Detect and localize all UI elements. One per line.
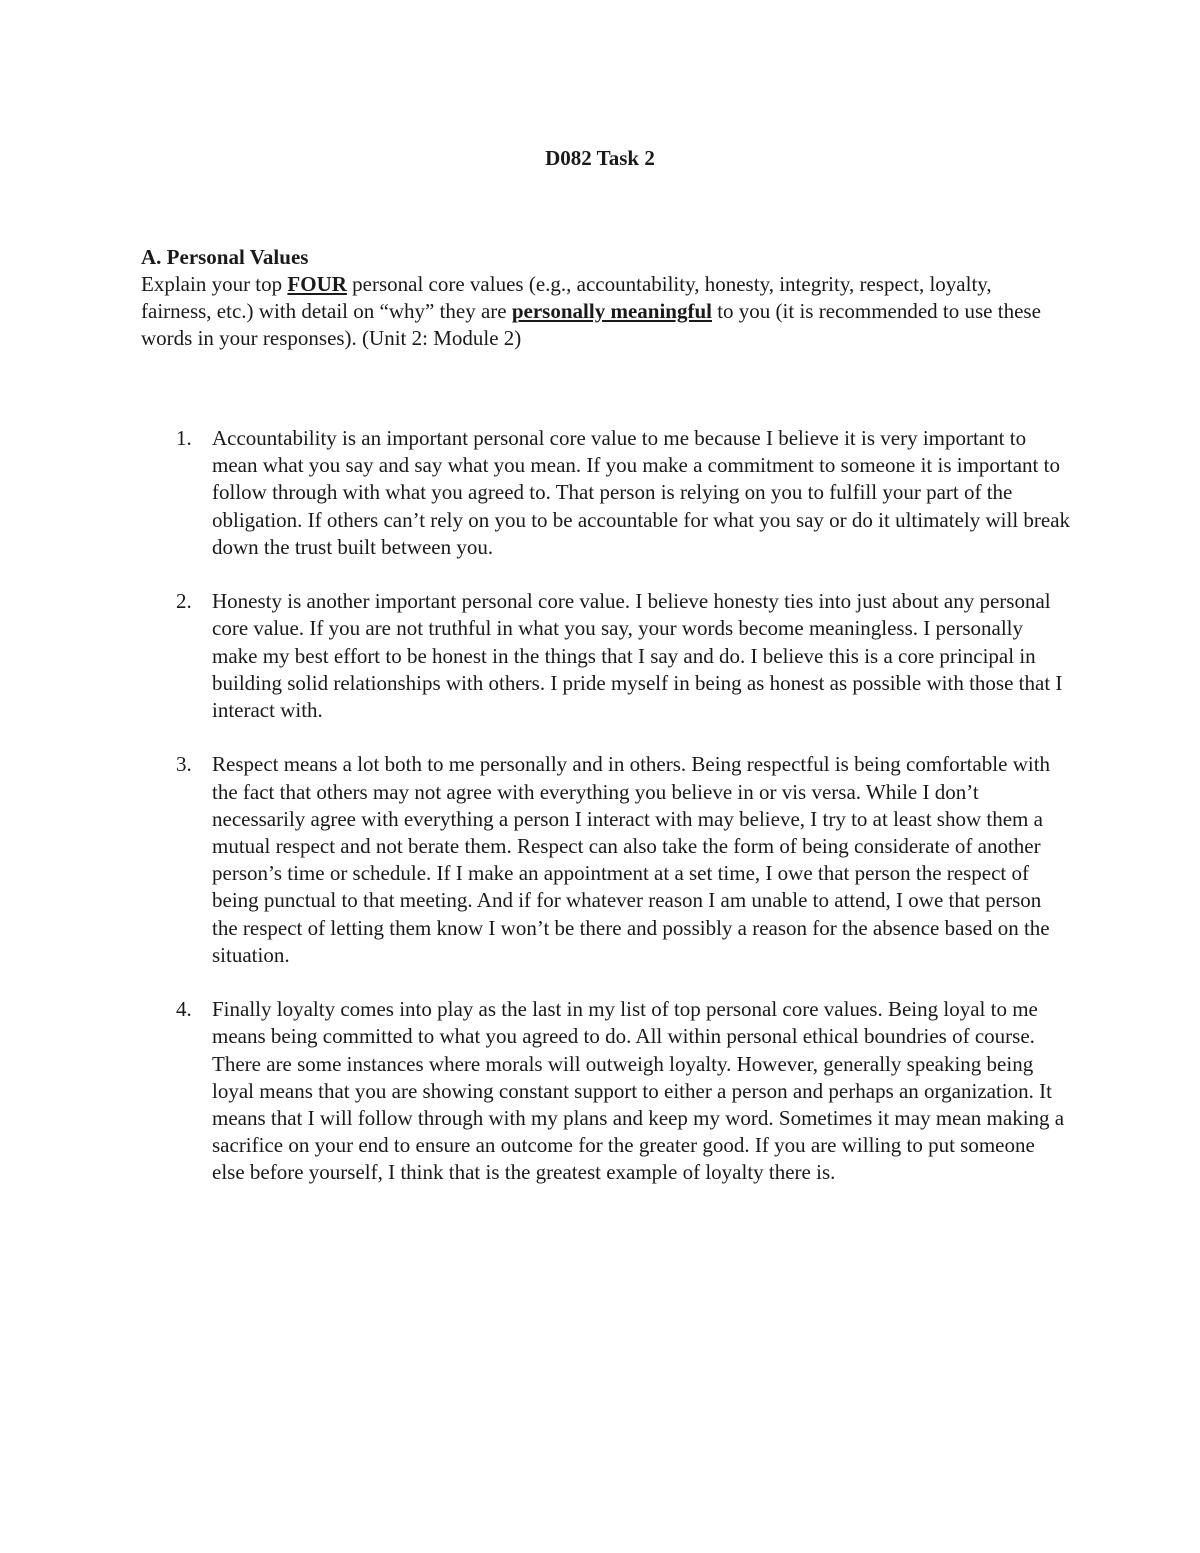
answer-text: Accountability is an important personal core value to me because I believe it is very important to mean what you say and say what you mean. If you make a commitment to someone it is important to follow through with what you agreed to. That person is relying on you to fulfill your part of the obligation. If others can’t rely on you to be accountable for what you say or do it ultimately will break down the trust built between you. [212,426,1071,559]
answer-item [141,751,1071,969]
answer-text: Honesty is another important personal core value. I believe honesty ties into just about any personal core value. If you are not truthful in what you say, your words become meaningless. I personally make my best effort to be honest in the things that I say and do. I believe this is a core principal in building solid relationships with others. I pride myself in being as honest as possible with those that I interact with. [212,589,1063,723]
answer-item [141,588,1071,724]
answer-item [141,996,1071,1186]
prompt-text-3: to you (it is recommended to use these words in your responses). (Unit 2: Module 2) [141,299,1041,350]
answer-number: 1. [176,426,192,450]
answer-number: 2. [176,589,192,614]
prompt-text-1: Explain your top [141,272,288,296]
prompt-emphasis-four: FOUR [287,272,347,296]
answer-text: Respect means a lot both to me personally and in others. Being respectful is being comfortable with the fact that others may not agree with everything you believe in or vis versa. While I don’t necessarily agree with everything a person I interact with may believe, I try to at least show them a mutual respect and not berate them. Respect can also take the form of being considerate of another person’s time or schedule. If I make an appointment at a set time, I owe that person the respect of being punctual to that meeting. And if for whatever reason I am unable to attend, I owe that person the respect of letting them know I won’t be there and possibly a reason for the absence based on the situation. [212,752,1051,967]
section-prompt [141,271,1061,352]
section-personal-values [141,244,1061,352]
answers-list [141,425,1071,1214]
prompt-text-2: personal core values (e.g., accountability, honesty, integrity, respect, loyalty, fairness, etc.) with detail on “why” they are [141,272,992,323]
answer-number: 4. [176,997,192,1022]
section-heading: A. Personal Values [141,245,309,269]
answer-number: 3. [176,752,192,777]
prompt-emphasis-meaningful: personally meaningful [511,299,712,323]
document-title: D082 Task 2 [545,146,655,170]
answer-item [141,425,1071,561]
answer-text: Finally loyalty comes into play as the last in my list of top personal core values. Being loyal to me means being committed to what you agreed to do. All within personal ethical boundries of course. There are some instances where morals will outweigh loyalty. However, generally speaking being loyal means that you are showing constant support to either a person and perhaps an organization. It means that I will follow through with my plans and keep my word. Sometimes it may mean making a sacrifice on your end to ensure an outcome for the greater good. If you are willing to put someone else before yourself, I think that is the greatest example of loyalty there is. [212,997,1065,1185]
